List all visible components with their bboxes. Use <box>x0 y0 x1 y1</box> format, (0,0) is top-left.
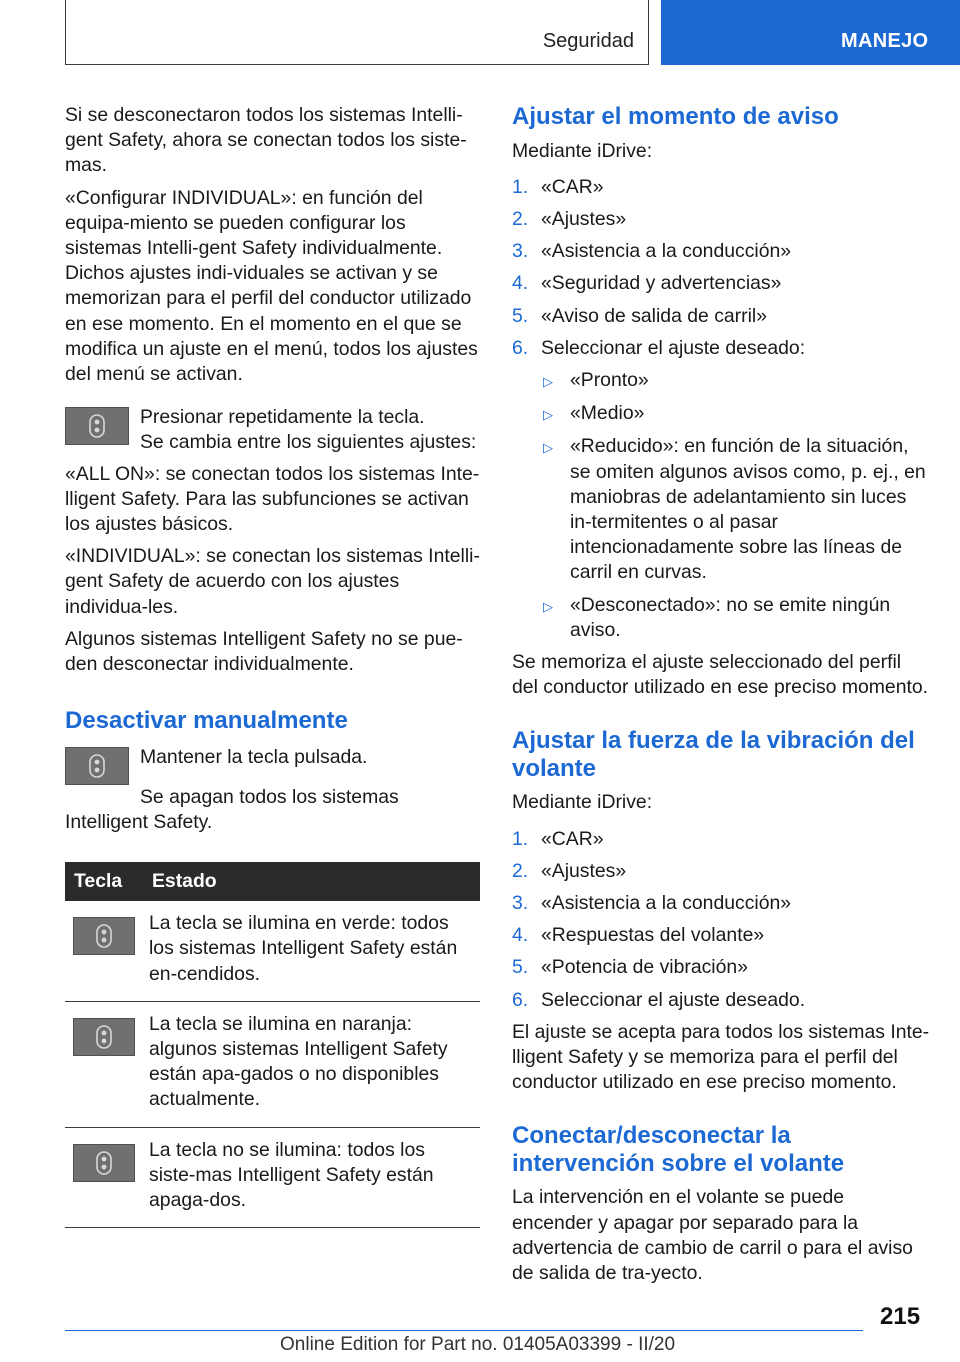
paragraph: Se apagan todos los sistemas Intelligent Safety. <box>65 785 399 833</box>
paragraph: Mediante iDrive: <box>512 791 653 814</box>
triangle-right-icon: ▷ <box>543 598 553 614</box>
list-item: ▷ «Reducido»: en función de la situación, se omiten algunos avisos como, p. ej., en maniobras de adelantamiento sin luces in‐termitentes o al pasar intencionadamente sobre las líneas de carril en curvas. <box>541 434 930 585</box>
table-header-key: Tecla <box>65 862 143 901</box>
list-item: 4. «Seguridad y advertencias» <box>512 272 782 295</box>
steps-list <box>512 175 930 361</box>
intelligent-safety-button-icon <box>73 1144 135 1182</box>
table-row <box>65 901 480 1001</box>
paragraph: La intervención en el volante se puede encender y apagar por separado para la advertencia de cambio de carril o para el aviso de salida de tra‐yecto. <box>512 1186 913 1284</box>
intelligent-safety-button-icon <box>73 917 135 955</box>
section-title: Seguridad <box>542 30 634 52</box>
paragraph: «Configurar INDIVIDUAL»: en función del equipa‐miento se pueden configurar los sistemas Intelli‐gent Safety individualmente. Dichos ajustes indi‐viduales se activan y se memorizan para el perfil del conductor utilizado en ese momento. En el momento en el que se modifica un ajuste en el menú, todos los ajustes del menú se activan. <box>65 186 478 386</box>
section-heading: Conectar/desconectar la intervención sobre el volante <box>512 1122 845 1177</box>
table-cell-state: La tecla se ilumina en verde: todos los sistemas Intelligent Safety están en‐cendidos. <box>143 901 480 1001</box>
chapter-tab <box>661 0 960 65</box>
paragraph: Se memoriza el ajuste seleccionado del perfil del conductor utilizado en ese preciso momento. <box>512 650 929 699</box>
list-item: 2. «Ajustes» <box>512 207 627 230</box>
right-column <box>512 103 930 1293</box>
table-cell-state: La tecla se ilumina en naranja: algunos sistemas Intelligent Safety están apa‐gados o no disponibles actualmente. <box>143 1001 480 1127</box>
list-item: 1. «CAR» <box>512 175 604 198</box>
page-number: 215 <box>880 1303 921 1330</box>
list-item: 6. Seleccionar el ajuste deseado. <box>512 988 806 1011</box>
paragraph: «INDIVIDUAL»: se conectan los sistemas Intelli‐gent Safety de acuerdo con los ajustes individua‐les. <box>65 545 480 618</box>
key-state-table <box>65 862 480 1228</box>
list-item: 5. «Potencia de vibración» <box>512 956 748 979</box>
left-column <box>65 103 480 1228</box>
paragraph: Algunos sistemas Intelligent Safety no se pue‐den desconectar individualmente. <box>65 627 463 676</box>
intelligent-safety-button-icon <box>73 1018 135 1056</box>
options-list <box>541 368 930 643</box>
triangle-right-icon: ▷ <box>543 407 553 423</box>
triangle-right-icon: ▷ <box>543 440 553 456</box>
list-item: ▷ «Pronto» <box>541 368 930 394</box>
key-instruction <box>65 405 480 455</box>
list-item: 5. «Aviso de salida de carril» <box>512 304 767 327</box>
list-item: 3. «Asistencia a la conducción» <box>512 240 792 263</box>
list-item: 3. «Asistencia a la conducción» <box>512 891 792 914</box>
section-heading: Ajustar la fuerza de la vibración del volante <box>512 727 915 782</box>
header-frame <box>65 0 649 65</box>
intelligent-safety-button-icon <box>65 747 129 785</box>
section-heading: Ajustar el momento de aviso <box>512 103 839 130</box>
list-item: 4. «Respuestas del volante» <box>512 924 765 947</box>
triangle-right-icon: ▷ <box>543 373 553 389</box>
edition-text: Online Edition for Part no. 01405A03399 - II/20 <box>280 1334 676 1355</box>
list-item: 6. Seleccionar el ajuste deseado: <box>512 336 806 359</box>
list-item: ▷ «Desconectado»: no se emite ningún aviso. <box>541 593 930 643</box>
list-item: ▷ «Medio» <box>541 401 930 427</box>
table-cell-state: La tecla no se ilumina: todos los siste‐mas Intelligent Safety están apaga‐dos. <box>143 1127 480 1228</box>
steps-list <box>512 827 930 1013</box>
key-instruction-text: Mantener la tecla pulsada. <box>140 745 368 768</box>
chapter-title: MANEJO <box>841 30 929 52</box>
paragraph: «ALL ON»: se conectan todos los sistemas Inte‐lligent Safety. Para las subfunciones se activan los ajustes básicos. <box>65 462 480 536</box>
list-item: 2. «Ajustes» <box>512 859 627 882</box>
list-item: 1. «CAR» <box>512 827 604 850</box>
footer-divider <box>65 1330 863 1331</box>
key-instruction-text: Se cambia entre los siguientes ajustes: <box>140 431 477 454</box>
paragraph: El ajuste se acepta para todos los sistemas Inte‐lligent Safety y se memoriza para el perfil del conductor utilizado en ese preciso momento. <box>512 1020 930 1094</box>
table-row <box>65 1127 480 1228</box>
intelligent-safety-button-icon <box>65 407 129 445</box>
paragraph: Mediante iDrive: <box>512 139 653 162</box>
key-instruction <box>65 745 480 785</box>
table-row <box>65 1001 480 1127</box>
key-instruction-text: Presionar repetidamente la tecla. <box>140 406 425 429</box>
table-header-state: Estado <box>143 862 480 901</box>
section-heading: Desactivar manualmente <box>65 707 348 735</box>
paragraph: Si se desconectaron todos los sistemas Intelli‐gent Safety, ahora se conectan todos los siste‐mas. <box>65 104 467 177</box>
